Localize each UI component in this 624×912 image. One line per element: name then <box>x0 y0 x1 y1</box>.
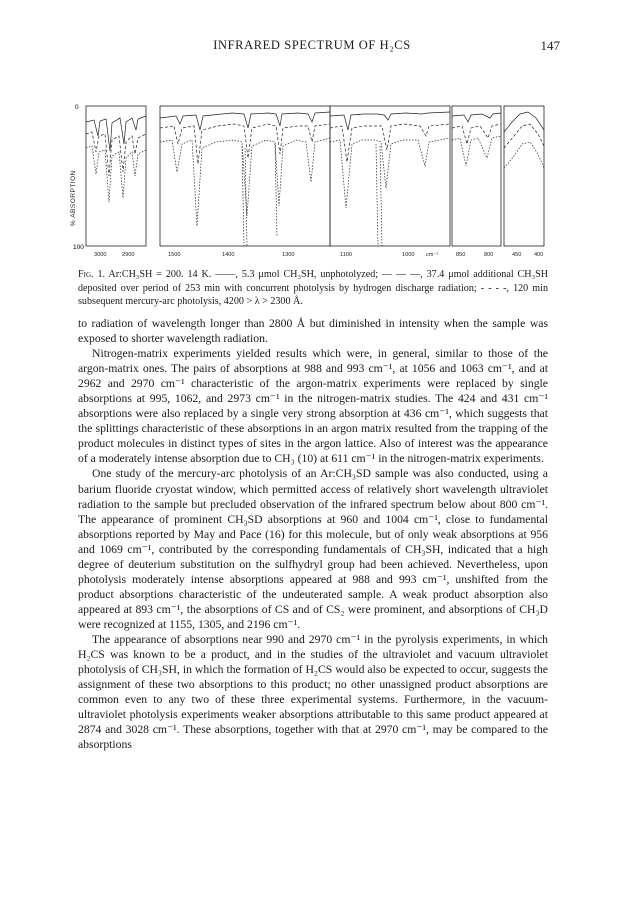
paragraph-4: The appearance of absorptions near 990 and 2970 cm⁻¹ in the pyrolysis experiments, in which H₂CS was known to be a product, and in the studies of the ultraviolet and vacuum ultraviolet photolysis of CH₃SH, in which the formation of H₂CS would also be expected to occur, suggests the assignment of these two absorptions to this product; no other unassigned product absorptions are common even to any two of these three experimental systems. Furthermore, in the vacuum-ultraviolet photolysis experiments weaker absorptions attributable to this same product appeared at 2874 and 3028 cm⁻¹. These absorptions, together with that at 2970 cm⁻¹, may be compared to the absorptions <box>78 632 548 752</box>
paragraph-2: Nitrogen-matrix experiments yielded results which were, in general, similar to those of the argon-matrix ones. The pairs of absorptions at 988 and 993 cm⁻¹, at 1056 and 1063 cm⁻¹, and at 2962 and 2970 cm⁻¹ characteristic of the argon-matrix experiments were replaced by single absorptions at 995, 1062, and 2973 cm⁻¹ in the nitrogen-matrix studies. The 424 and 431 cm⁻¹ absorptions were also replaced by a single very strong absorption at 436 cm⁻¹, which suggests that the splittings characteristic of these absorptions in an argon matrix resulted from the trapping of the product molecules in distinct types of sites in the argon lattice. Also of interest was the appearance of a moderately intense absorption due to CH₃ (10) at 611 cm⁻¹ in the nitrogen-matrix experiments. <box>78 347 548 466</box>
x-tick-1100: 1100 <box>340 252 353 258</box>
panel-2 <box>160 106 330 246</box>
panel-1 <box>86 106 146 246</box>
y-tick-100: 100 <box>73 244 84 251</box>
panel-3 <box>330 106 450 246</box>
x-tick-1400: 1400 <box>222 252 235 258</box>
caption-text: Ar:CH₃SH = 200. 14 K. ——, 5.3 μmol CH₃SH, unphotolyzed; — — —, 37.4 μmol additional CH₃SH deposited over period of 253 min with concurrent photolysis by hydrogen discharge radiation; - - - -, 120 min subsequent mercury-arc photolysis, 4200 > λ > 2300 Å. <box>78 269 548 308</box>
x-tick-2900: 2900 <box>122 252 135 258</box>
spectrum-plot <box>72 96 552 264</box>
x-tick-1500: 1500 <box>168 252 181 258</box>
x-tick-1000: 1000 <box>402 252 415 258</box>
spectrum-figure <box>72 96 552 264</box>
running-title: INFRARED SPECTRUM OF H₂CS <box>213 38 411 52</box>
x-tick-1300: 1300 <box>282 252 295 258</box>
panel-5 <box>504 106 544 246</box>
panel-4-traces <box>452 113 501 166</box>
page-number: 147 <box>540 38 560 53</box>
panel-3-traces <box>330 112 450 246</box>
panel-1-traces <box>86 116 146 202</box>
figure-caption <box>78 268 548 309</box>
body-text <box>78 316 548 752</box>
x-tick-850: 850 <box>456 252 466 258</box>
caption-label: Fig. 1. <box>78 269 106 280</box>
y-tick-0: 0 <box>75 104 79 111</box>
x-tick-unit: cm⁻¹ <box>426 252 439 258</box>
x-tick-3000: 3000 <box>94 252 107 258</box>
x-tick-400: 400 <box>534 252 544 258</box>
x-tick-800: 800 <box>484 252 494 258</box>
y-axis-label: % ABSORPTION <box>70 170 77 226</box>
panel-5-traces <box>504 112 544 168</box>
panel-2-traces <box>160 112 330 246</box>
paragraph-1: to radiation of wavelength longer than 2800 Å but diminished in intensity when the sample was exposed to shorter wavelength radiation. <box>78 317 548 346</box>
paragraph-3: One study of the mercury-arc photolysis of an Ar:CH₃SD sample was also conducted, using a barium fluoride cryostat window, which permitted access of relatively short wavelength ultraviolet radiation to the sample but precluded observation of the infrared spectrum below about 800 cm⁻¹. The appearance of prominent CH₃SD absorptions at 960 and 1004 cm⁻¹, close to fundamental absorptions reported by May and Pace (16) for this molecule, but of only weak absorptions at 956 and 1069 cm⁻¹, contributed by the corresponding fundamentals of CH₃SH, indicated that a high degree of deuterium substitution on the sulfhydryl group had been achieved. Nevertheless, upon photolysis moderately intense absorptions appeared at 988 and 993 cm⁻¹, unshifted from the product absorptions characteristic of the undeuterated sample. A weak product absorption also appeared at 893 cm⁻¹, the absorptions of CS and of CS₂ were prominent, and absorptions of CH₃D were recognized at 1155, 1305, and 2196 cm⁻¹. <box>78 467 548 631</box>
x-tick-450: 450 <box>512 252 522 258</box>
running-head <box>0 38 624 58</box>
